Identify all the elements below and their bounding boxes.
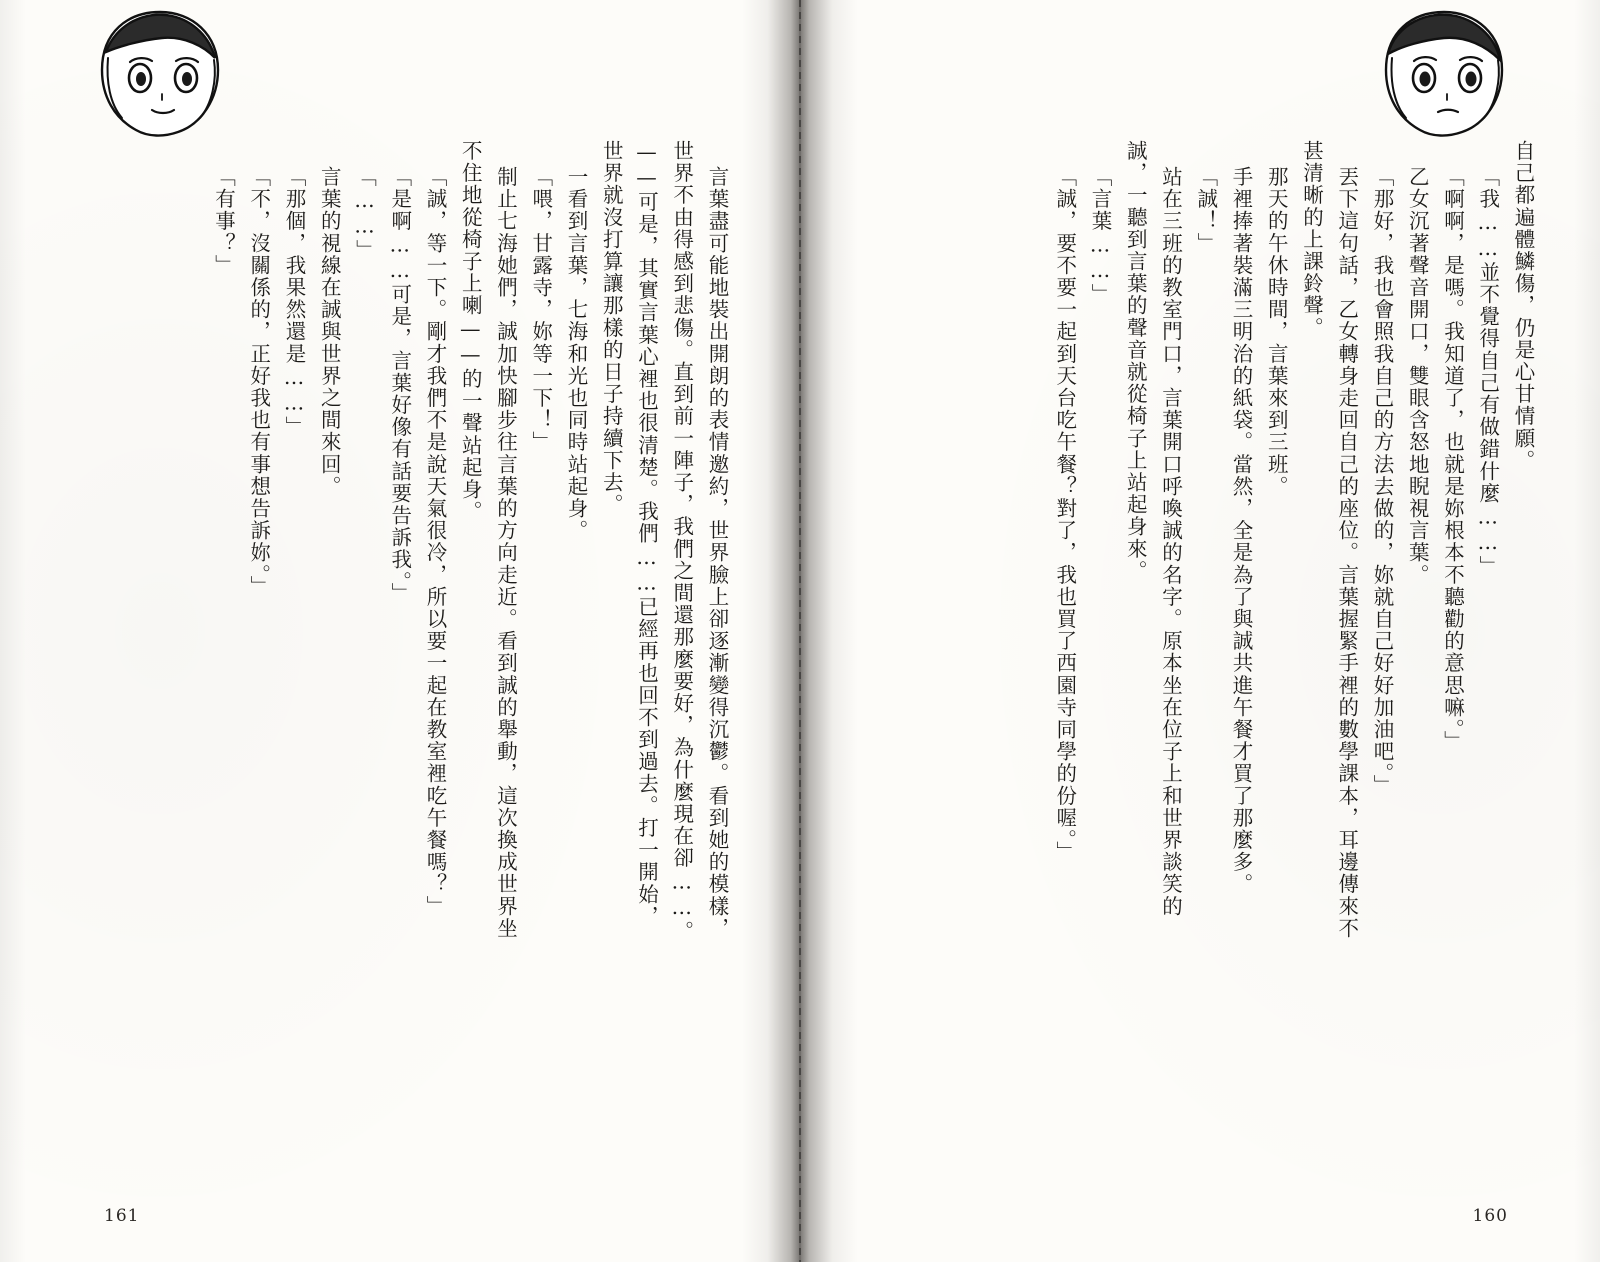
right-page (800, 0, 1600, 1262)
left-page-text (94, 140, 734, 1140)
paragraph: 手裡捧著裝滿三明治的紙袋。當然，全是為了與誠共進午餐才買了那麼多。 (1229, 166, 1253, 896)
girl-face-illustration (86, 6, 236, 138)
paragraph: 「有事？」 (211, 166, 236, 277)
paragraph: 世界不由得感到悲傷。直到前一陣子，我們之間還那麼要好，為什麼現在卻……。 (669, 140, 694, 943)
paragraph: 不住地從椅子上喇——的一聲站起身。 (458, 140, 483, 523)
paragraph: 言葉的視線在誠與世界之間來回。 (317, 166, 342, 498)
paragraph: 「喂，甘露寺，妳等一下！」 (528, 166, 553, 454)
paragraph: 「我……並不覺得自己有做錯什麼……」 (1475, 166, 1500, 578)
paragraph: 「言葉……」 (1088, 166, 1112, 306)
paragraph: 「誠！」 (1193, 166, 1218, 255)
paragraph: 「那個，我果然還是……」 (282, 166, 306, 439)
paragraph: 世界就沒打算讓那樣的日子持續下去。 (599, 140, 624, 516)
paragraph: 一看到言葉，七海和光也同時站起身。 (564, 166, 588, 542)
paragraph: ——可是，其實言葉心裡也很清楚。我們……已經再也回不到過去。打一開始， (634, 140, 659, 928)
paragraph: 乙女沉著聲音開口，雙眼含怒地睨視言葉。 (1405, 166, 1430, 586)
girl-face-illustration (1370, 6, 1520, 138)
paragraph: 制止七海她們，誠加快腳步往言葉的方向走近。看到誠的舉動，這次換成世界坐 (493, 166, 518, 940)
paragraph: 誠，一聽到言葉的聲音就從椅子上站起身來。 (1123, 140, 1148, 582)
paragraph: 「誠，要不要一起到天台吃午餐？對了，我也買了西園寺同學的份喔。」 (1052, 166, 1077, 863)
paragraph: 「誠，等一下。剛才我們不是說天氣很冷，所以要一起在教室裡吃午餐嗎？」 (423, 166, 447, 918)
right-page-text (880, 140, 1540, 1140)
paragraph: 「是啊……可是，言葉好像有話要告訴我。」 (387, 166, 412, 605)
paragraph: 甚清晰的上課鈴聲。 (1299, 140, 1324, 339)
paragraph: 站在三班的教室門口，言葉開口呼喚誠的名字。原本坐在位子上和世界談笑的 (1158, 166, 1183, 918)
page-number: 161 (104, 1206, 140, 1226)
paragraph: 丟下這句話，乙女轉身走回自己的座位。言葉握緊手裡的數學課本，耳邊傳來不 (1334, 166, 1359, 940)
paragraph: 「啊啊，是嗎。我知道了，也就是妳根本不聽勸的意思嘛。」 (1440, 166, 1465, 753)
paragraph: 「那好，我也會照我自己的方法去做的，妳就自己好好加油吧。」 (1370, 166, 1394, 797)
paragraph: 那天的午休時間，言葉來到三班。 (1264, 166, 1289, 498)
paragraph: 自己都遍體鱗傷，仍是心甘情願。 (1511, 140, 1535, 472)
page-number: 160 (1472, 1206, 1508, 1226)
paragraph: 「……」 (352, 166, 377, 262)
paragraph: 「不，沒關係的，正好我也有事想告訴妳。」 (246, 166, 271, 598)
paragraph: 言葉盡可能地裝出開朗的表情邀約，世界臉上卻逐漸變得沉鬱。看到她的模樣， (705, 166, 729, 940)
